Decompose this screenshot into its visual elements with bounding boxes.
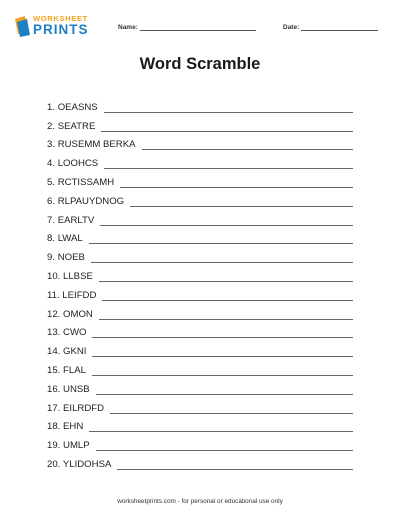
scrambled-word — [47, 290, 96, 303]
scrambled-word — [47, 121, 95, 134]
item-word: OEASNS — [57, 101, 98, 113]
scrambled-word — [47, 384, 90, 397]
scrambled-word — [47, 346, 86, 359]
list-item — [47, 453, 353, 472]
list-item — [47, 359, 353, 378]
answer-line[interactable] — [99, 281, 353, 282]
answer-line[interactable] — [142, 149, 353, 150]
list-item — [47, 152, 353, 171]
name-label: Name: — [118, 24, 138, 31]
scrambled-word — [47, 177, 114, 190]
answer-line[interactable] — [99, 319, 353, 320]
item-number: 3. — [47, 139, 56, 151]
answer-line[interactable] — [89, 431, 353, 432]
answer-line[interactable] — [96, 394, 353, 395]
answer-line[interactable] — [96, 450, 353, 451]
name-blank-line[interactable] — [140, 30, 256, 31]
item-number: 10. — [47, 270, 61, 282]
list-item — [47, 378, 353, 397]
item-word: FLAL — [63, 364, 86, 376]
scrambled-word — [47, 215, 94, 228]
list-item — [47, 434, 353, 453]
list-item — [47, 209, 353, 228]
item-number: 11. — [47, 289, 60, 301]
list-item — [47, 115, 353, 134]
date-label: Date: — [283, 24, 300, 31]
answer-line[interactable] — [92, 375, 353, 376]
answer-line[interactable] — [100, 225, 353, 226]
scramble-list — [47, 96, 353, 472]
item-word: GKNI — [63, 346, 87, 358]
scrambled-word — [47, 459, 111, 472]
answer-line[interactable] — [117, 469, 353, 470]
item-word: EARLTV — [57, 214, 95, 226]
scrambled-word — [47, 139, 136, 152]
item-number: 5. — [47, 176, 56, 188]
item-number: 1. — [47, 101, 56, 113]
item-number: 16. — [47, 383, 61, 395]
date-field[interactable] — [283, 22, 378, 32]
item-number: 17. — [47, 402, 61, 414]
list-item — [47, 96, 353, 115]
answer-line[interactable] — [110, 413, 353, 414]
scrambled-word — [47, 421, 83, 434]
date-blank-line[interactable] — [301, 30, 378, 31]
answer-line[interactable] — [104, 168, 353, 169]
item-number: 15. — [47, 364, 61, 376]
item-word: CWO — [63, 327, 87, 339]
item-word: EILRDFD — [63, 402, 105, 414]
list-item — [47, 246, 353, 265]
item-number: 20. — [47, 458, 61, 470]
name-field[interactable] — [118, 22, 256, 32]
logo-top-text: WORKSHEET — [33, 14, 88, 23]
answer-line[interactable] — [92, 356, 353, 357]
list-item — [47, 265, 353, 284]
scrambled-word — [47, 365, 86, 378]
scrambled-word — [47, 233, 83, 246]
item-word: RUSEMM BERKA — [57, 139, 136, 151]
item-word: LEIFDD — [62, 289, 97, 301]
answer-line[interactable] — [120, 187, 353, 188]
scrambled-word — [47, 102, 98, 115]
answer-line[interactable] — [92, 337, 353, 338]
item-number: 13. — [47, 327, 61, 339]
item-number: 8. — [47, 233, 56, 245]
folded-sheets-icon — [14, 15, 32, 37]
list-item — [47, 190, 353, 209]
list-item — [47, 228, 353, 247]
answer-line[interactable] — [91, 262, 353, 263]
scrambled-word — [47, 440, 90, 453]
answer-line[interactable] — [89, 243, 353, 244]
list-item — [47, 416, 353, 435]
item-number: 6. — [47, 195, 56, 207]
item-word: YLIDOHSA — [62, 458, 112, 470]
scrambled-word — [47, 196, 124, 209]
list-item — [47, 322, 353, 341]
item-word: RLPAUYDNOG — [57, 195, 125, 207]
list-item — [47, 284, 353, 303]
item-word: LOOHCS — [57, 158, 99, 170]
item-number: 4. — [47, 158, 56, 170]
item-word: SEATRE — [57, 120, 96, 132]
scrambled-word — [47, 271, 93, 284]
list-item — [47, 134, 353, 153]
answer-line[interactable] — [102, 300, 353, 301]
list-item — [47, 397, 353, 416]
item-number: 12. — [47, 308, 61, 320]
brand-logo — [14, 12, 89, 40]
list-item — [47, 303, 353, 322]
item-word: UNSB — [63, 383, 90, 395]
footer-text: worksheetprints.com - for personal or educational use only — [117, 498, 283, 505]
item-number: 19. — [47, 440, 61, 452]
item-number: 14. — [47, 346, 61, 358]
item-word: NOEB — [57, 252, 85, 264]
scrambled-word — [47, 309, 93, 322]
list-item — [47, 340, 353, 359]
item-word: RCTISSAMH — [57, 176, 115, 188]
scrambled-word — [47, 327, 86, 340]
item-number: 7. — [47, 214, 56, 226]
item-word: LWAL — [57, 233, 83, 245]
scrambled-word — [47, 252, 85, 265]
item-word: EHN — [63, 421, 84, 433]
logo-bottom-text: PRINTS — [33, 22, 89, 37]
scrambled-word — [47, 158, 98, 171]
answer-line[interactable] — [104, 112, 353, 113]
item-number: 2. — [47, 120, 56, 132]
answer-line[interactable] — [130, 206, 353, 207]
item-number: 9. — [47, 252, 56, 264]
list-item — [47, 171, 353, 190]
item-word: UMLP — [63, 440, 90, 452]
scrambled-word — [47, 403, 104, 416]
page-title: Word Scramble — [139, 55, 261, 73]
answer-line[interactable] — [101, 131, 353, 132]
item-number: 18. — [47, 421, 61, 433]
item-word: LLBSE — [63, 270, 93, 282]
item-word: OMON — [63, 308, 93, 320]
